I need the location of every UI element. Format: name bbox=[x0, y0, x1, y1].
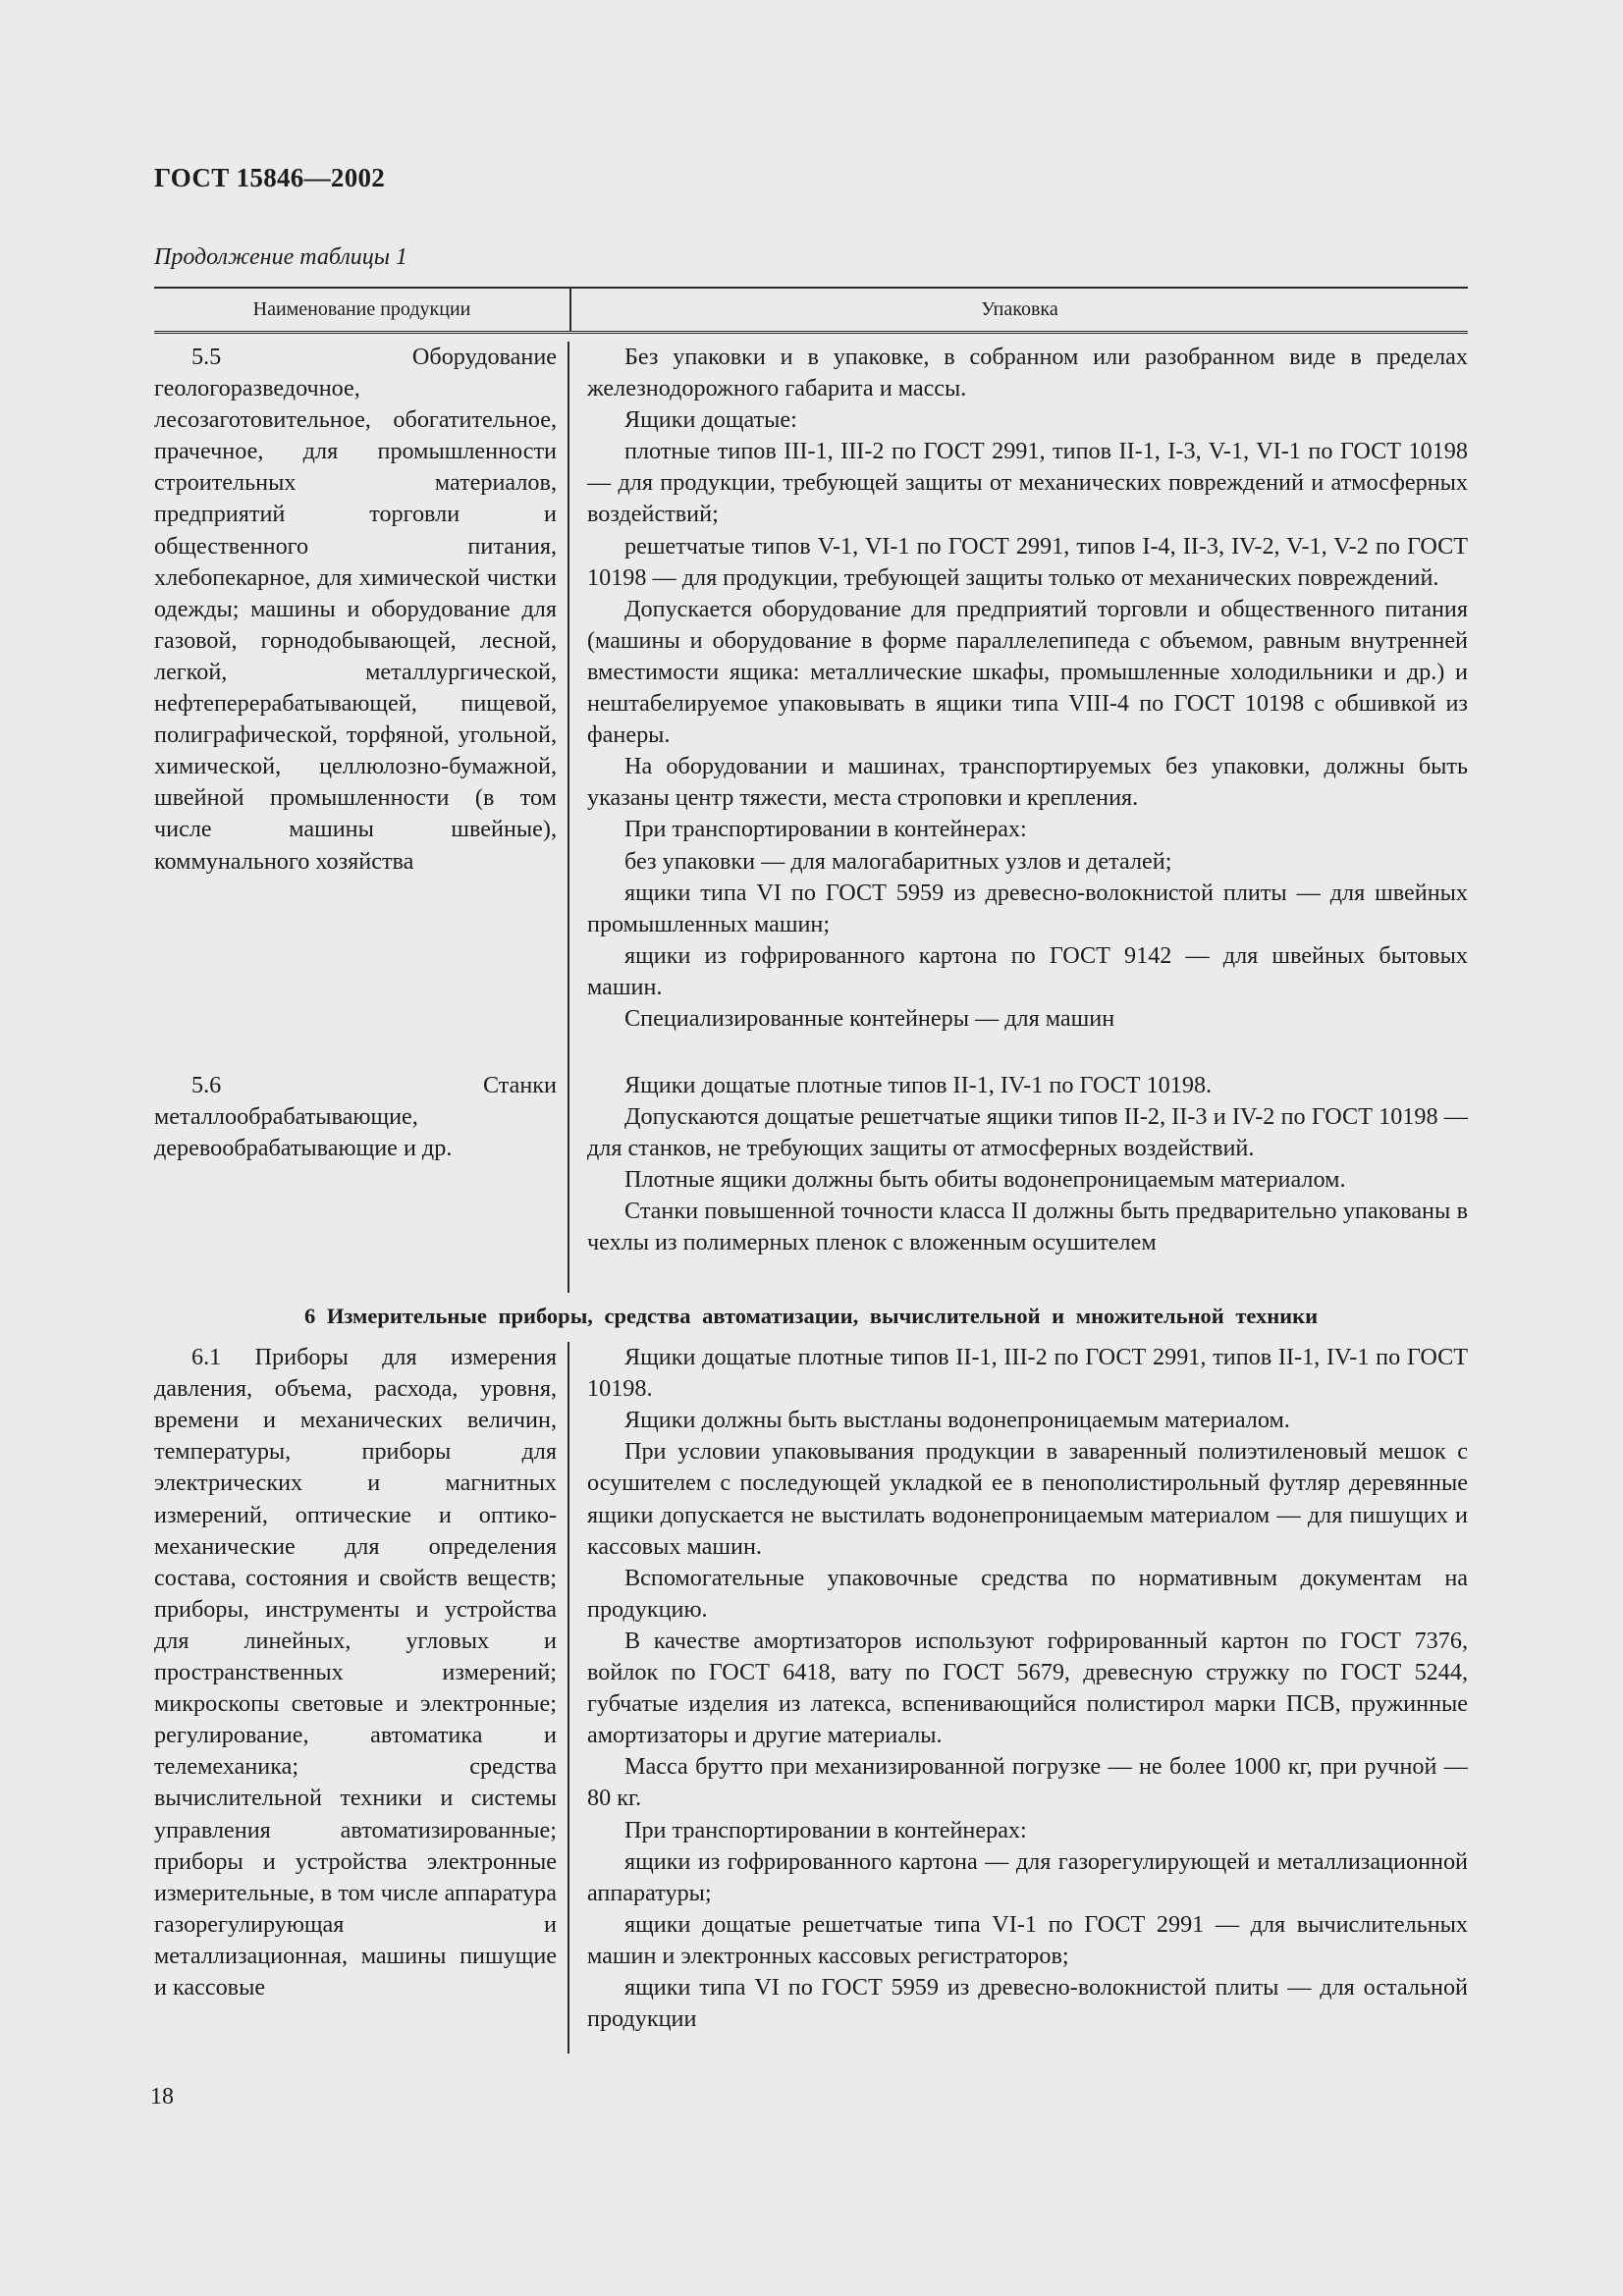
packaging-paragraph: Допускается оборудование для предприятий торговли и общественного питания (машины и оборудование в форме параллелепипеда с объемом, равным внутренней вместимости ящика: металлические шкафы, промышленные холодильники и др.) и нештабелируемое упаковывать в ящики типа VIII-4 по ГОСТ 10198 с обшивкой из фанеры. bbox=[587, 595, 1468, 749]
product-cell bbox=[154, 1070, 569, 1293]
packaging-paragraph: При условии упаковывания продукции в заваренный полиэтиленовый мешок с осушителем с последующей укладкой ее в пенополистирольный футляр деревянные ящики допускается не выстилать водонепроницаемым материалом — для пишущих и кассовых машин. bbox=[587, 1438, 1468, 1560]
packaging-paragraph: При транспортировании в контейнерах: bbox=[624, 1816, 1027, 1843]
packaging-paragraph: решетчатые типов V-1, VI-1 по ГОСТ 2991, типов I-4, II-3, IV-2, V-1, V-2 по ГОСТ 10198 — для продукции, требующей защиты только от механических повреждений. bbox=[587, 532, 1468, 591]
table-row bbox=[154, 334, 1468, 1070]
packaging-paragraph: ящики дощатые решетчатые типа VI-1 по ГОСТ 2991 — для вычислительных машин и электронных кассовых регистраторов; bbox=[587, 1910, 1468, 1969]
packaging-paragraph: Станки повышенной точности класса II должны быть предварительно упакованы в чехлы из полимерных пленок с вложенным осушителем bbox=[587, 1198, 1468, 1256]
product-cell bbox=[154, 1342, 569, 2054]
packaging-paragraph: Плотные ящики должны быть обиты водонепроницаемым материалом. bbox=[624, 1166, 1346, 1194]
packaging-paragraph: ящики типа VI по ГОСТ 5959 из древесно-волокнистой плиты — для швейных промышленных машин; bbox=[587, 879, 1468, 937]
packaging-paragraph: Ящики дощатые плотные типов II-1, IV-1 по ГОСТ 10198. bbox=[624, 1072, 1213, 1098]
table-row bbox=[154, 1070, 1468, 1293]
packaging-paragraph: Специализированные контейнеры — для машин bbox=[624, 1004, 1115, 1032]
packaging-cell bbox=[569, 342, 1468, 1070]
column-header-product: Наименование продукции bbox=[154, 289, 571, 331]
table-header bbox=[154, 287, 1468, 334]
product-name: 5.5 Оборудование геологоразведочное, лесозаготовительное, обогатительное, прачечное, для промышленности строительных материалов, предприятий торговли и общественного питания, хлебопекарное, для химической чистки одежды; машины и оборудование для газовой, горнодобывающей, лесной, легкой, металлургической, нефтеперерабатывающей, пищевой, полиграфической, торфяной, угольной, химической, целлюлозно-бумажной, швейной промышленности (в том числе машины швейные), коммунального хозяйства bbox=[154, 344, 557, 875]
packaging-table bbox=[154, 287, 1468, 2054]
document-title: ГОСТ 15846—2002 bbox=[154, 163, 386, 192]
packaging-paragraph: плотные типов III-1, III-2 по ГОСТ 2991, типов II-1, I-3, V-1, VI-1 по ГОСТ 10198 — для продукции, требующей защиты от механических повреждений и атмосферных воздействий; bbox=[587, 438, 1468, 528]
page-number: 18 bbox=[150, 2084, 174, 2109]
section-heading: 6 Измерительные приборы, средства автоматизации, вычислительной и множительной техники bbox=[303, 1304, 1319, 1328]
packaging-paragraph: Ящики дощатые плотные типов II-1, III-2 по ГОСТ 2991, типов II-1, IV-1 по ГОСТ 10198. bbox=[587, 1344, 1468, 1403]
packaging-paragraph: При транспортировании в контейнерах: bbox=[624, 816, 1027, 843]
packaging-paragraph: Масса брутто при механизированной погрузке — не более 1000 кг, при ручной — 80 кг. bbox=[587, 1753, 1468, 1812]
packaging-paragraph: без упаковки — для малогабаритных узлов и деталей; bbox=[624, 847, 1172, 875]
packaging-paragraph: ящики из гофрированного картона — для газорегулирующей и металлизационной аппаратуры; bbox=[587, 1847, 1468, 1906]
packaging-paragraph: Вспомогательные упаковочные средства по нормативным документам на продукцию. bbox=[587, 1564, 1468, 1623]
column-header-packaging: Упаковка bbox=[981, 298, 1058, 320]
table-row bbox=[154, 1342, 1468, 2054]
packaging-paragraph: На оборудовании и машинах, транспортируемых без упаковки, должны быть указаны центр тяжести, места строповки и крепления. bbox=[587, 753, 1468, 812]
product-name: 5.6 Станки металлообрабатывающие, деревообрабатывающие и др. bbox=[154, 1072, 557, 1162]
packaging-paragraph: Допускаются дощатые решетчатые ящики типов II-2, II-3 и IV-2 по ГОСТ 10198 — для станков, не требующих защиты от атмосферных воздействий. bbox=[587, 1103, 1468, 1162]
packaging-paragraph: В качестве амортизаторов используют гофрированный картон по ГОСТ 7376, войлок по ГОСТ 6418, вату по ГОСТ 5679, древесную стружку по ГОСТ 5244, губчатые изделия из латекса, вспенивающийся полистирол марки ПСВ, пружинные амортизаторы и другие материалы. bbox=[587, 1627, 1468, 1749]
packaging-paragraph: Ящики должны быть выстланы водонепроницаемым материалом. bbox=[624, 1407, 1290, 1434]
packaging-paragraph: ящики из гофрированного картона по ГОСТ 9142 — для швейных бытовых машин. bbox=[587, 941, 1468, 1000]
packaging-cell bbox=[569, 1070, 1468, 1293]
packaging-paragraph: Ящики дощатые: bbox=[624, 406, 797, 434]
table-caption: Продолжение таблицы 1 bbox=[154, 244, 408, 270]
product-name: 6.1 Приборы для измерения давления, объема, расхода, уровня, времени и механических величин, температуры, приборы для электрических и магнитных измерений, оптические и оптико-механические для определения состава, состояния и свойств веществ; приборы, инструменты и устройства для линейных, угловых и пространственных измерений; микроскопы световые и электронные; регулирование, автоматика и телемеханика; средства вычислительной техники и системы управления автоматизированные; приборы и устройства электронные измерительные, в том числе аппаратура газорегулирующая и металлизационная, машины пишущие и кассовые bbox=[154, 1344, 557, 2001]
packaging-cell bbox=[569, 1342, 1468, 2054]
packaging-paragraph: ящики типа VI по ГОСТ 5959 из древесно-волокнистой плиты — для остальной продукции bbox=[587, 1973, 1468, 2033]
product-cell bbox=[154, 342, 569, 1070]
packaging-paragraph: Без упаковки и в упаковке, в собранном или разобранном виде в пределах железнодорожного габарита и массы. bbox=[587, 344, 1468, 402]
